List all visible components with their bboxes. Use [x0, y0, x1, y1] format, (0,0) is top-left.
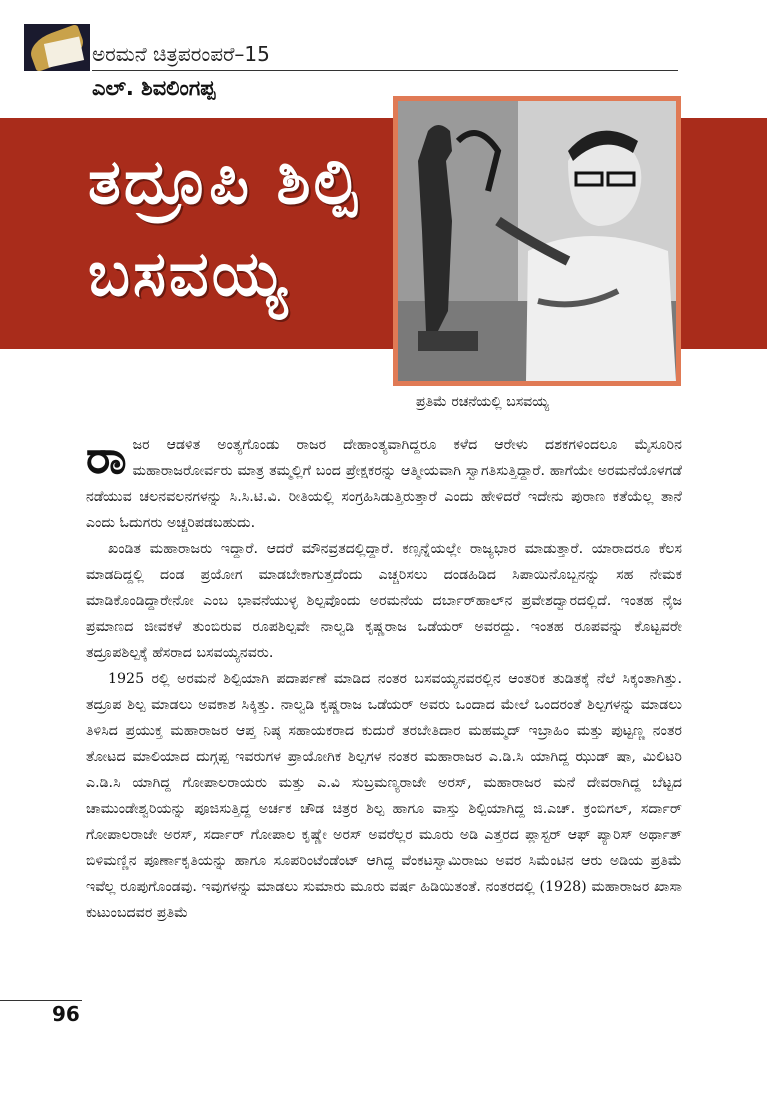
article-title	[88, 136, 361, 320]
series-title: ಅರಮನೆ ಚಿತ್ರಪರಂಪರೆ–15	[92, 42, 270, 66]
author-name: ಎಲ್. ಶಿವಲಿಂಗಪ್ಪ	[92, 76, 216, 100]
header-rule	[92, 70, 678, 71]
sculptor-photo	[398, 101, 676, 381]
paragraph-text: ಜರ ಆಡಳಿತ ಅಂತ್ಯಗೊಂಡು ರಾಜರ ದೇಹಾಂತ್ಯವಾಗಿದ್ದರೂ ಕಳೆದ ಆರೇಳು ದಶಕಗಳಿಂದಲೂ ಮೈಸೂರಿನ ಮಹಾರಾಜರೋರ್ವರು ಮಾತ್ರ ತಮ್ಮಲ್ಲಿಗೆ ಬಂದ ಪ್ರೇಕ್ಷಕರನ್ನು ಆತ್ಮೀಯವಾಗಿ ಸ್ವಾಗತಿಸುತ್ತಿದ್ದಾರೆ. ಹಾಗೆಯೇ ಅರಮನೆಯೊಳಗಡೆ ನಡೆಯುವ ಚಲನವಲನಗಳನ್ನು ಸಿ.ಸಿ.ಟಿ.ವಿ. ರೀತಿಯಲ್ಲಿ ಸಂಗ್ರಹಿಸಿಡುತ್ತಿರುತ್ತಾರೆ ಎಂದು ಹೇಳಿದರೆ ಇದೇನು ಪುರಾಣ ಕತೆಯೆಲ್ಲ ತಾನೆ ಎಂದು ಓದುಗರು ಅಚ್ಚರಿಪಡಬಹುದು.	[86, 437, 682, 531]
sculptor-illustration	[398, 101, 676, 381]
page-number: 96	[52, 1002, 80, 1026]
footer-rule	[0, 1000, 82, 1001]
paragraph: 1925 ರಲ್ಲಿ ಅರಮನೆ ಶಿಲ್ಪಿಯಾಗಿ ಪದಾರ್ಪಣೆ ಮಾಡಿದ ನಂತರ ಬಸವಯ್ಯನವರಲ್ಲಿನ ಆಂತರಿಕ ತುಡಿತಕ್ಕೆ ನೆಲೆ ಸಿಕ್ಕಂತಾಗಿತ್ತು. ತದ್ರೂಪ ಶಿಲ್ಪ ಮಾಡಲು ಅವಕಾಶ ಸಿಕ್ಕಿತ್ತು. ನಾಲ್ವಡಿ ಕೃಷ್ಣರಾಜ ಒಡೆಯರ್ ಅವರು ಒಂದಾದ ಮೇಲೆ ಒಂದರಂತೆ ಶಿಲ್ಪಗಳನ್ನು ಮಾಡಲು ತಿಳಿಸಿದ ಪ್ರಯುಕ್ತ ಮಹಾರಾಜರ ಆಪ್ತ ನಿಷ್ಠ ಸಹಾಯಕರಾದ ಕುದುರೆ ತರಬೇತಿದಾರ ಮಹಮ್ಮದ್ ಇಬ್ರಾಹಿಂ ಮತ್ತು ಪುಟ್ಟಣ್ಣ ನಂತರ ತೋಟದ ಮಾಲಿಯಾದ ದುಗ್ಗಪ್ಪ ಇವರುಗಳ ಪ್ರಾಯೋಗಿಕ ಶಿಲ್ಪಗಳ ನಂತರ ಮಹಾರಾಜರ ಎ.ಡಿ.ಸಿ ಯಾಗಿದ್ದ ಝುಡ್ ಷಾ, ಮಿಲಿಟರಿ ಎ.ಡಿ.ಸಿ ಯಾಗಿದ್ದ ಗೋಪಾಲರಾಯರು ಮತ್ತು ಎ.ವಿ ಸುಬ್ರಮಣ್ಯರಾಜೇ ಅರಸ್, ಮಹಾರಾಜರ ಮನೆ ದೇವರಾಗಿದ್ದ ಬೆಟ್ಟದ ಚಾಮುಂಡೇಶ್ವರಿಯನ್ನು ಪೂಜಿಸುತ್ತಿದ್ದ ಅರ್ಚಕ ಚೌಡ ಚಿತ್ರರ ಶಿಲ್ಪ ಹಾಗೂ ವಾಸ್ತು ಶಿಲ್ಪಿಯಾಗಿದ್ದ ಜಿ.ಎಚ್. ಕ್ರಂಬಿಗಲ್, ಸರ್ದಾರ್ ಗೋಪಾಲರಾಜೇ ಅರಸ್, ಸರ್ದಾರ್ ಗೋಪಾಲ ಕೃಷ್ಣೇ ಅರಸ್ ಅವರೆಲ್ಲರ ಮೂರು ಅಡಿ ಎತ್ತರದ ಪ್ಲಾಸ್ಟರ್ ಆಫ್ ಪ್ಯಾರಿಸ್ ಅರ್ಥಾತ್ ಬಿಳಿಮಣ್ಣಿನ ಪೂರ್ಣಾಕೃತಿಯನ್ನು ಹಾಗೂ ಸೂಪರಿಂಟೆಂಡೆಂಟ್ ಆಗಿದ್ದ ವೆಂಕಟಸ್ವಾಮಿರಾಜು ಅವರ ಸಿಮೆಂಟಿನ ಆರು ಅಡಿಯ ಪ್ರತಿಮೆ ಇವೆಲ್ಲ ರೂಪುಗೊಂಡವು. ಇವುಗಳನ್ನು ಮಾಡಲು ಸುಮಾರು ಮೂರು ವರ್ಷ ಹಿಡಿಯಿತಂತೆ. ನಂತರದಲ್ಲಿ (1928) ಮಹಾರಾಜರ ಖಾಸಾ ಕುಟುಂಬದವರ ಪ್ರತಿಮೆ	[86, 671, 682, 921]
photo-frame	[393, 96, 681, 386]
title-line-1: ತದ್ರೂಪಿ ಶಿಲ್ಪಿ	[88, 145, 361, 218]
drop-cap: ರಾ	[86, 430, 127, 484]
photo-caption: ಪ್ರತಿಮೆ ರಚನೆಯಲ್ಲಿ ಬಸವಯ್ಯ	[416, 394, 550, 410]
paragraph: ಖಂಡಿತ ಮಹಾರಾಜರು ಇದ್ದಾರೆ. ಆದರೆ ಮೌನವ್ರತದಲ್ಲಿದ್ದಾರೆ. ಕಣ್ಸನ್ನೆಯಲ್ಲೇ ರಾಜ್ಯಭಾರ ಮಾಡುತ್ತಾರೆ. ಯಾರಾದರೂ ಕೆಲಸ ಮಾಡದಿದ್ದಲ್ಲಿ ದಂಡ ಪ್ರಯೋಗ ಮಾಡಬೇಕಾಗುತ್ತದೆಂದು ಎಚ್ಚರಿಸಲು ದಂಡಹಿಡಿದ ಸಿಪಾಯಿನೊಬ್ಬನನ್ನು ಸಹ ನೇಮಕ ಮಾಡಿಕೊಂಡಿದ್ದಾರೇನೋ ಎಂಬ ಭಾವನೆಯುಳ್ಳ ಶಿಲ್ಪವೊಂದು ಅರಮನೆಯ ದರ್ಬಾರ್‌ಹಾಲ್‌ನ ಪ್ರವೇಶದ್ವಾರದಲ್ಲಿದೆ. ಇಂತಹ ನೈಜ ಪ್ರಮಾಣದ ಜೀವಕಳೆ ತುಂಬಿರುವ ರೂಪಶಿಲ್ಪವೇ ನಾಲ್ವಡಿ ಕೃಷ್ಣರಾಜ ಒಡೆಯರ್ ಅವರದ್ದು. ಇಂತಹ ರೂಪವನ್ನು ಕೊಟ್ಟವರೇ ತದ್ರೂಪಶಿಲ್ಪಕ್ಕೆ ಹೆಸರಾದ ಬಸವಯ್ಯನವರು.	[86, 541, 682, 661]
magazine-logo	[24, 24, 90, 71]
paragraph	[86, 432, 682, 536]
title-line-2: ಬಸವಯ್ಯ	[88, 237, 290, 310]
article-body	[86, 432, 682, 926]
